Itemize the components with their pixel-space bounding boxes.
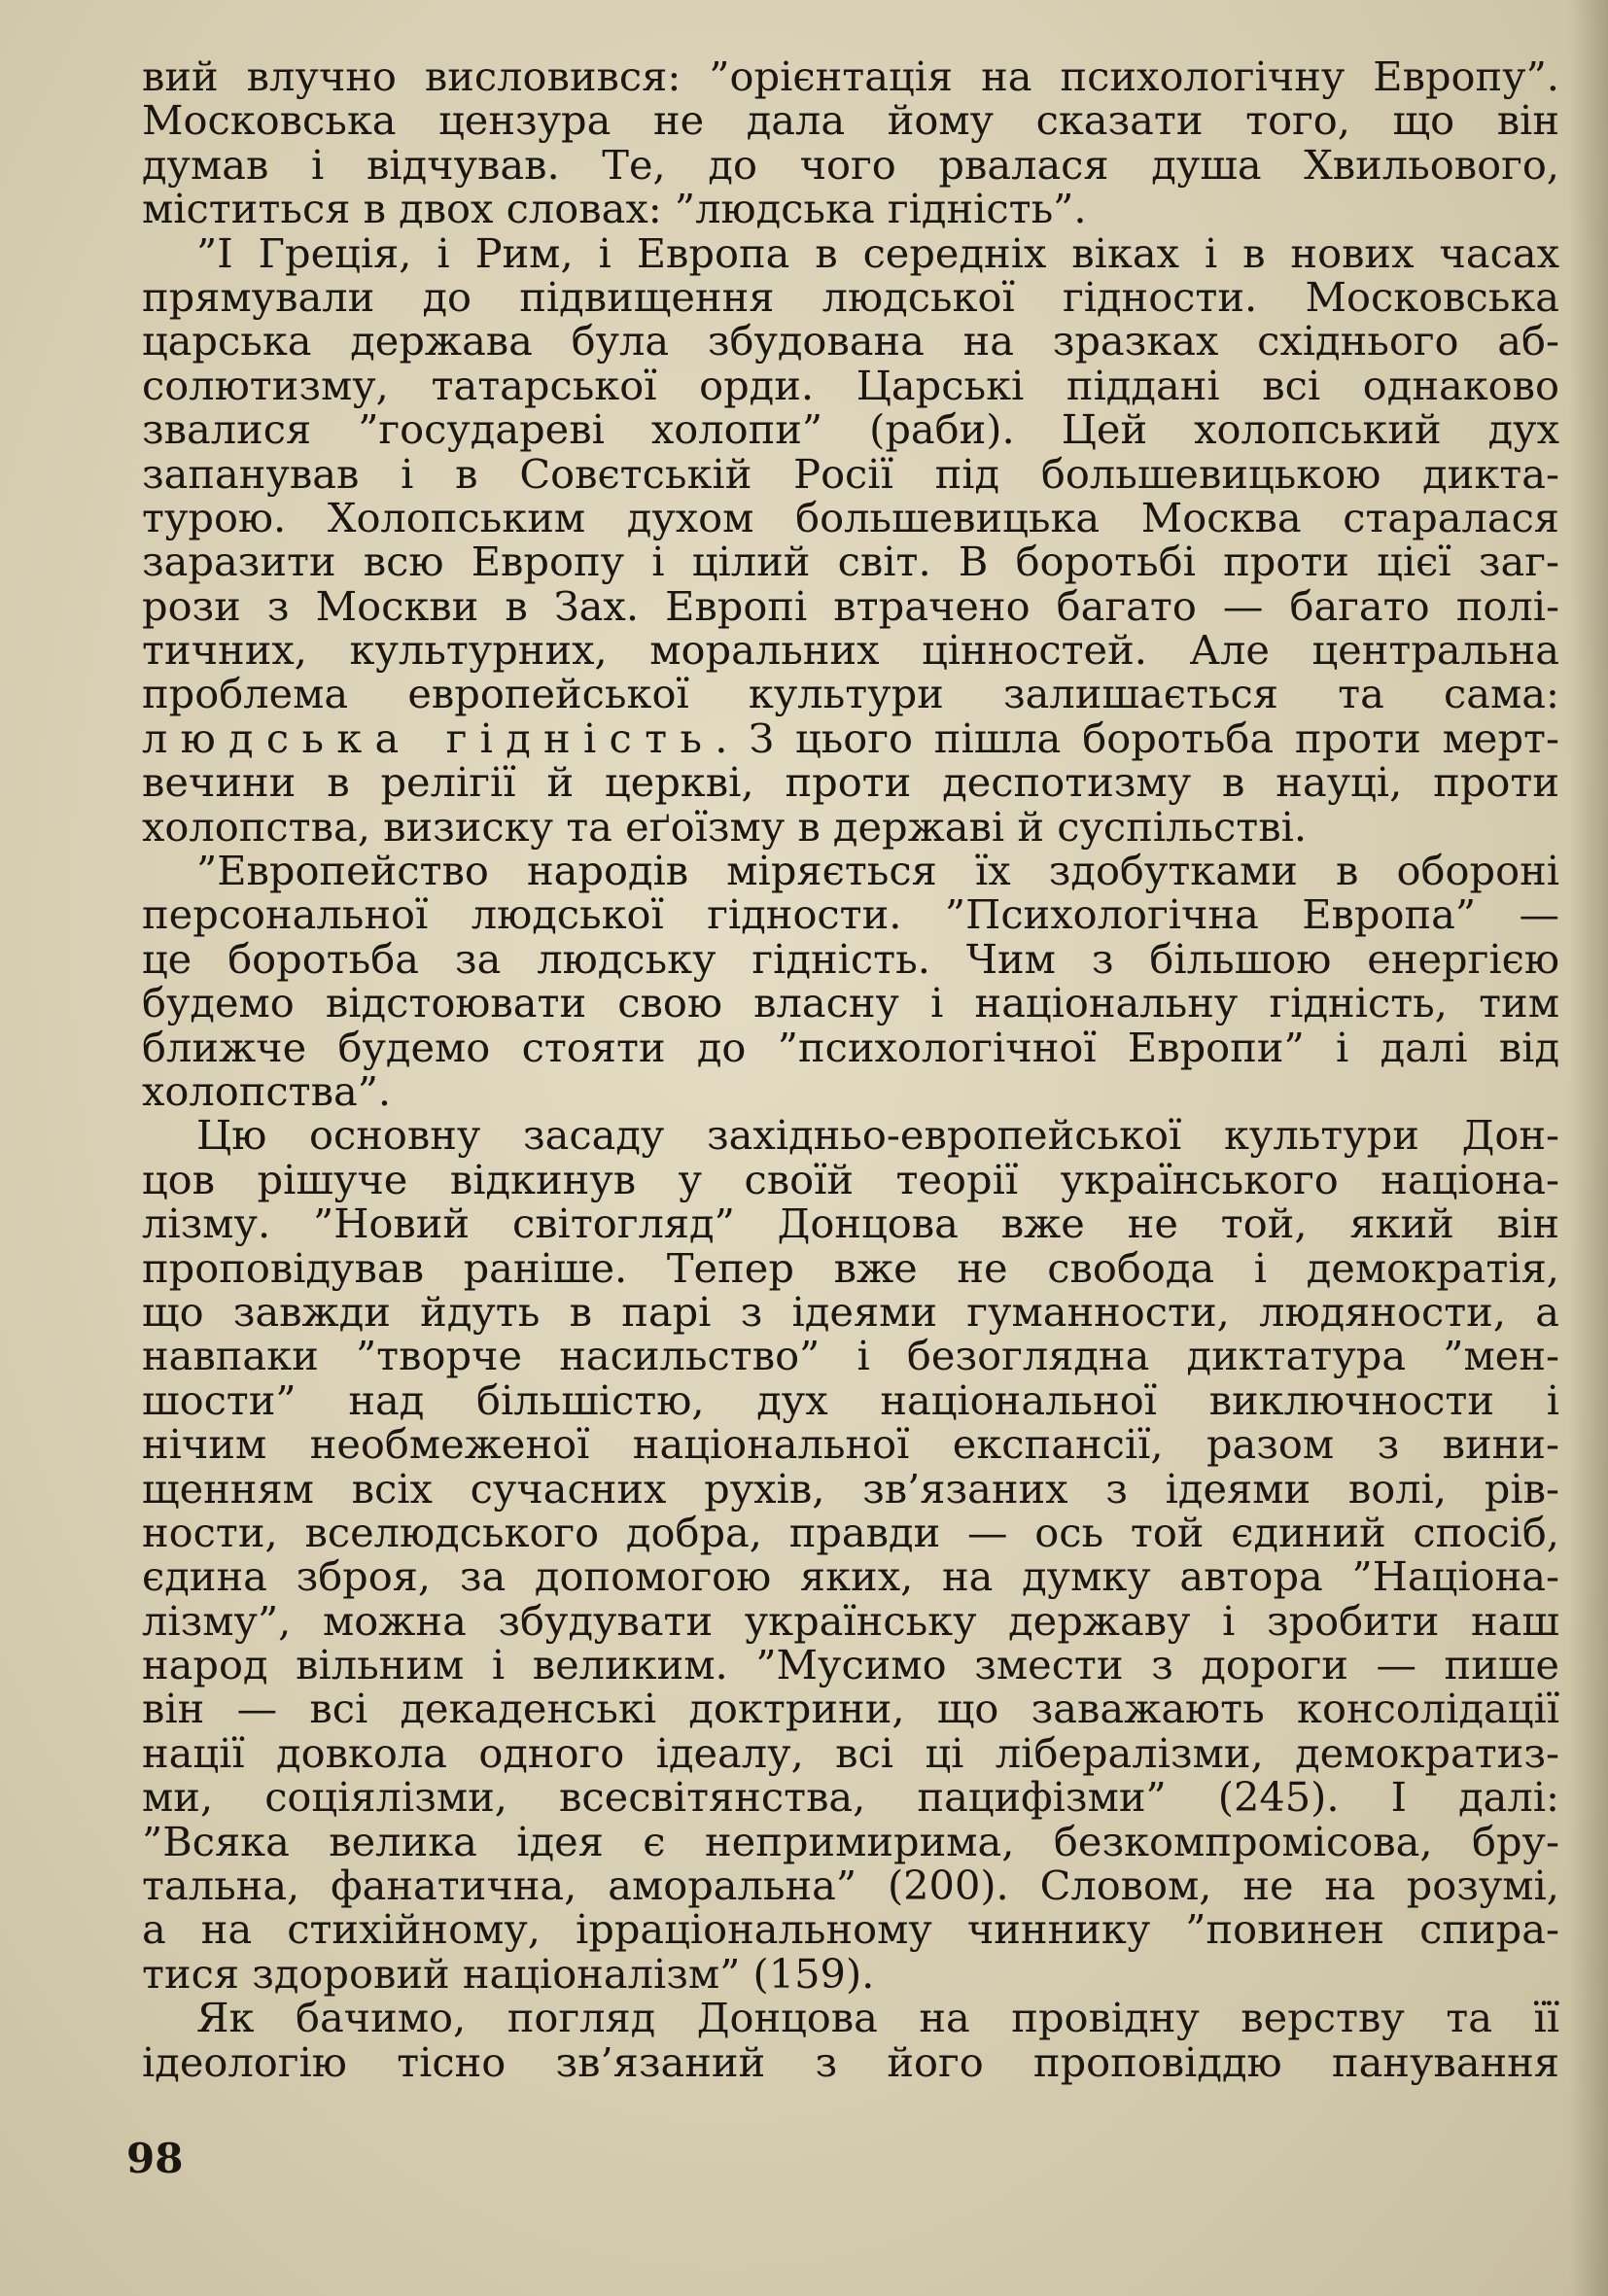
text-line: ”Европейство народів міряється їх здобутками в обороні (196, 847, 1559, 895)
text-line: ближче будемо стояти до ”психологічної Европи” і далі від (142, 1023, 1559, 1071)
text-line: Цю основну засаду західньо-европейської культури Дон- (196, 1111, 1559, 1160)
text-line: ”Всяка велика ідея є непримирима, безкомпромісова, бру- (142, 1817, 1559, 1865)
text-line-spaced: людська гідність. З цього пішла боротьба проти мерт- (142, 713, 1559, 762)
text-line: єдина зброя, за допомогою яких, на думку автора ”Націона- (142, 1552, 1559, 1601)
text-line: холопства, визиску та еґоїзму в державі й суспільстві. (142, 802, 1308, 851)
text-line: думав і відчував. Те, до чого рвалася душа Хвильового, (142, 140, 1559, 189)
page-number: 98 (126, 2135, 184, 2182)
body-text (142, 54, 1559, 2084)
text-line: ”І Греція, і Рим, і Европа в середніх віках і в нових часах (196, 228, 1559, 277)
emphasis-spaced: людська гідність (142, 713, 716, 762)
text-line: він — всі декаденські доктрини, що заважають консолідації (142, 1685, 1559, 1733)
text-line: персональної людської гідности. ”Психологічна Европа” — (142, 890, 1559, 939)
text-line: ми, соціялізми, всесвітянства, пацифізми” (245). І далі: (142, 1773, 1559, 1822)
text-line: цов рішуче відкинув у своїй теорії українського націона- (142, 1155, 1559, 1203)
text-line: щенням всіх сучасних рухів, зв’язаних з ідеями волі, рів- (142, 1464, 1559, 1513)
text-line: це боротьба за людську гідність. Чим з більшою енергією (142, 934, 1559, 983)
text-line: будемо відстоювати свою власну і національну гідність, тим (142, 979, 1559, 1027)
text-line: навпаки ”творче насильство” і безоглядна диктатура ”мен- (142, 1332, 1559, 1380)
text-line: міститься в двох словах: ”людська гідність”. (142, 185, 1087, 233)
text-line: лізму. ”Новий світогляд” Донцова вже не той, який він (142, 1200, 1559, 1248)
text-line: запанував і в Совєтській Росії під большевицькою дикта- (142, 449, 1559, 498)
text-line: царська держава була збудована на зразках східнього аб- (142, 317, 1559, 365)
text-line: вечини в релігії й церкві, проти деспотизму в науці, проти (142, 758, 1559, 807)
text-line: тальна, фанатична, аморальна” (200). Словом, не на розумі, (142, 1861, 1559, 1910)
text-line: ности, вселюдського добра, правди — ось той єдиний спосіб, (142, 1508, 1559, 1556)
text-line: турою. Холопським духом большевицька Москва старалася (142, 493, 1559, 541)
text-line: вий влучно висловився: ”орієнтація на психологічну Европу”. (142, 52, 1559, 100)
text-line: рози з Москви в Зах. Европі втрачено багато — багато полі- (142, 581, 1559, 630)
text-line: прямували до підвищення людської гідности. Московська (142, 272, 1559, 321)
text-line: проповідував раніше. Тепер вже не свобода і демократія, (142, 1243, 1559, 1292)
text-line: лізму”, можна збудувати українську державу і зробити наш (142, 1596, 1559, 1645)
text-line: заразити всю Европу і цілий світ. В боротьбі проти цієї заг- (142, 538, 1559, 586)
text-line: звалися ”государеві холопи” (раби). Цей холопський дух (142, 405, 1559, 454)
text-line: шости” над більшістю, дух національної виключности і (142, 1375, 1559, 1424)
text-line: проблема европейської культури залишається та сама: (142, 670, 1559, 718)
text-line: Московська цензура не дала йому сказати того, що він (142, 96, 1559, 145)
text-line: тичних, культурних, моральних цінностей. Але центральна (142, 626, 1559, 675)
text-line: ідеологію тісно зв’язаний з його проповіддю панування (142, 2037, 1559, 2086)
text-line: холопства”. (142, 1066, 392, 1115)
text-line: солютизму, татарської орди. Царські піддані всі однаково (142, 361, 1559, 409)
text-line: нації довкола одного ідеалу, всі ці лібералізми, демократиз- (142, 1728, 1559, 1777)
text-line: тися здоровий націоналізм” (159). (142, 1949, 875, 1998)
page-edge-shadow (1569, 0, 1608, 2296)
text-line: Як бачимо, погляд Донцова на провідну верству та її (196, 1994, 1559, 2042)
text-line: народ вільним і великим. ”Мусимо змести з дороги — пише (142, 1641, 1559, 1689)
text-line: нічим необмеженої національної експансії, разом з вини- (142, 1420, 1559, 1469)
text-line: а на стихійному, ірраціональному чиннику ”повинен спира- (142, 1905, 1559, 1954)
text-line: що завжди йдуть в парі з ідеями гуманности, людяности, а (142, 1287, 1559, 1336)
